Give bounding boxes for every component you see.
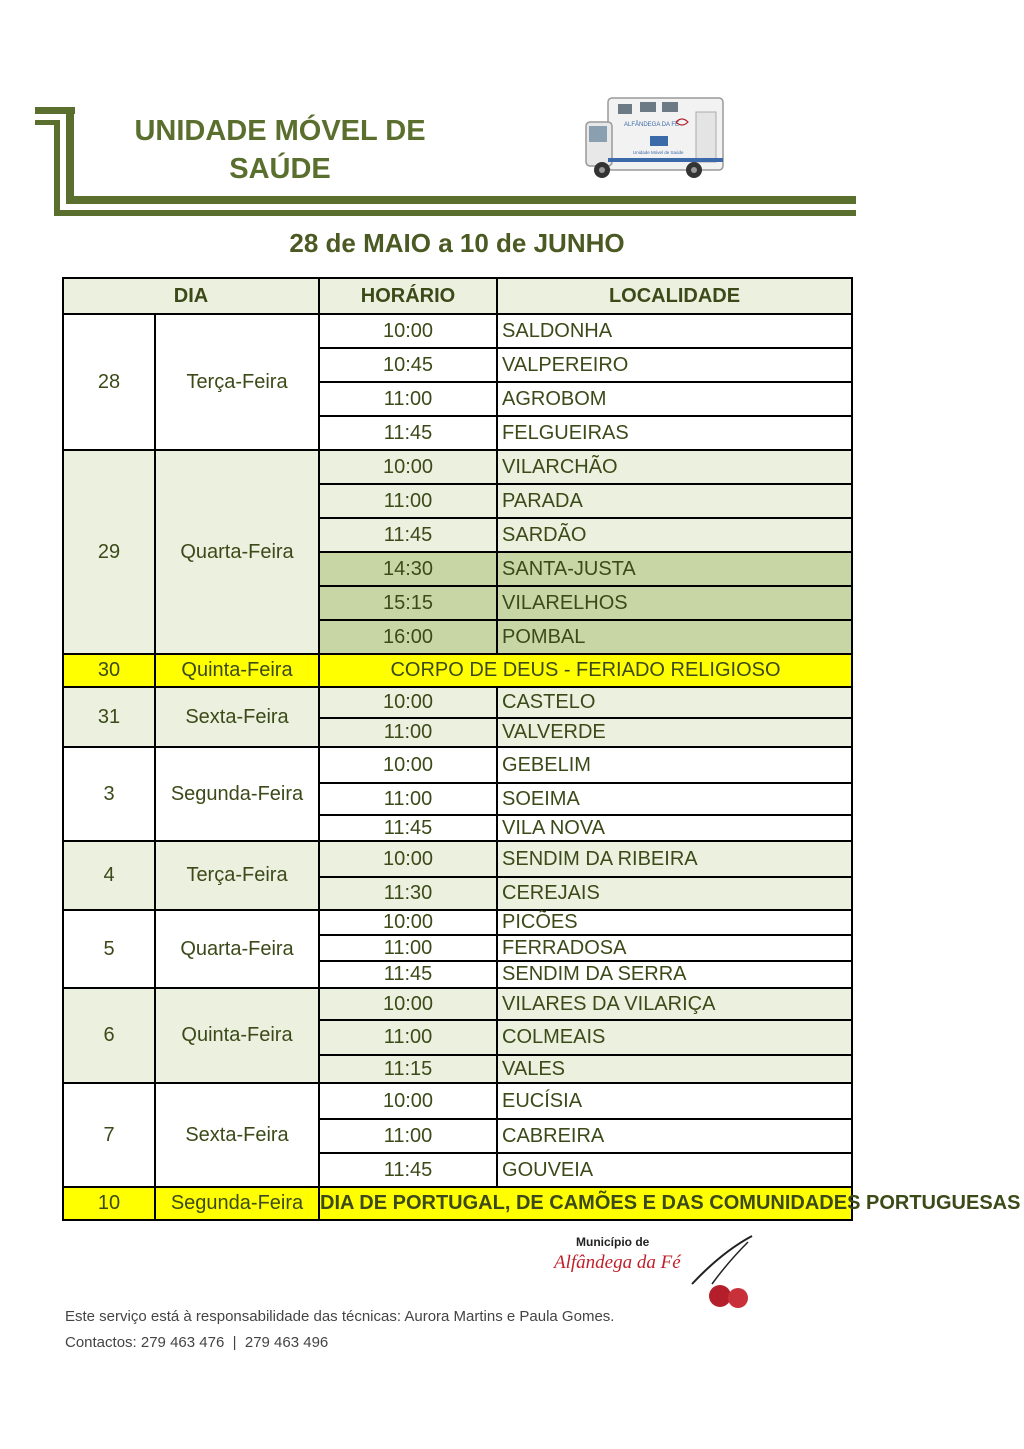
title-line-2: SAÚDE [229, 153, 331, 185]
time-cell: 10:45 [319, 348, 497, 382]
location-cell: PARADA [497, 484, 852, 518]
location-cell: VILA NOVA [497, 815, 852, 841]
time-cell: 10:00 [319, 910, 497, 935]
time-cell: 10:00 [319, 1083, 497, 1119]
location-cell: SALDONHA [497, 314, 852, 348]
day-number: 10 [63, 1187, 155, 1220]
table-row-holiday [63, 654, 852, 687]
location-cell: GEBELIM [497, 747, 852, 783]
day-number: 31 [63, 687, 155, 747]
time-cell: 11:45 [319, 416, 497, 450]
location-cell: VALES [497, 1055, 852, 1083]
holiday-note: CORPO DE DEUS - FERIADO RELIGIOSO [319, 654, 852, 687]
location-cell: SARDÃO [497, 518, 852, 552]
column-header-dia: DIA [63, 278, 319, 314]
time-cell: 11:00 [319, 382, 497, 416]
location-cell: VALVERDE [497, 718, 852, 747]
footer-contacts: Contactos: 279 463 476 | 279 463 496 [65, 1334, 329, 1351]
title-line-1: UNIDADE MÓVEL DE [134, 115, 426, 147]
time-cell: 11:00 [319, 783, 497, 815]
column-header-horario: HORÁRIO [319, 278, 497, 314]
time-cell: 14:30 [319, 552, 497, 586]
time-cell: 10:00 [319, 314, 497, 348]
time-cell: 10:00 [319, 841, 497, 877]
table-row [63, 747, 852, 783]
weekday: Segunda-Feira [155, 747, 319, 841]
footer-responsible: Este serviço está à responsabilidade das técnicas: Aurora Martins e Paula Gomes. [65, 1308, 615, 1325]
schedule-table [62, 277, 1021, 1221]
location-cell: VILARES DA VILARIÇA [497, 988, 852, 1020]
day-number: 7 [63, 1083, 155, 1187]
location-cell: SOEIMA [497, 783, 852, 815]
location-cell: SANTA-JUSTA [497, 552, 852, 586]
day-number: 4 [63, 841, 155, 910]
time-cell: 11:45 [319, 961, 497, 988]
location-cell: SENDIM DA SERRA [497, 961, 852, 988]
weekday: Sexta-Feira [155, 687, 319, 747]
location-cell: VILARELHOS [497, 586, 852, 620]
table-row [63, 988, 852, 1020]
location-cell: FELGUEIRAS [497, 416, 852, 450]
day-number: 30 [63, 654, 155, 687]
location-cell: SENDIM DA RIBEIRA [497, 841, 852, 877]
location-cell: EUCÍSIA [497, 1083, 852, 1119]
van-label: ALFÂNDEGA DA FÉ [624, 122, 680, 128]
location-cell: GOUVEIA [497, 1153, 852, 1187]
van-unit-label: Unidade Móvel de Saúde [633, 150, 684, 155]
weekday: Sexta-Feira [155, 1083, 319, 1187]
municipality-logo [552, 1232, 762, 1312]
time-cell: 10:00 [319, 747, 497, 783]
location-cell: CEREJAIS [497, 877, 852, 910]
day-number: 28 [63, 314, 155, 450]
weekday: Quinta-Feira [155, 988, 319, 1083]
column-header-localidade: LOCALIDADE [497, 278, 852, 314]
logo-line-1: Município de [576, 1235, 650, 1249]
location-cell: PICÕES [497, 910, 852, 935]
table-row [63, 450, 852, 484]
day-number: 3 [63, 747, 155, 841]
period-heading: 28 de MAIO a 10 de JUNHO [289, 228, 625, 258]
time-cell: 11:15 [319, 1055, 497, 1083]
time-cell: 11:00 [319, 1119, 497, 1153]
holiday-note: DIA DE PORTUGAL, DE CAMÕES E DAS COMUNIDADES PORTUGUESAS [319, 1187, 852, 1220]
time-cell: 11:45 [319, 518, 497, 552]
header-frame-bottom [66, 196, 856, 204]
location-cell: POMBAL [497, 620, 852, 654]
location-cell: FERRADOSA [497, 935, 852, 961]
day-number: 6 [63, 988, 155, 1083]
table-row [63, 841, 852, 877]
weekday: Quinta-Feira [155, 654, 319, 687]
time-cell: 10:00 [319, 687, 497, 718]
weekday: Terça-Feira [155, 841, 319, 910]
location-cell: CASTELO [497, 687, 852, 718]
time-cell: 10:00 [319, 988, 497, 1020]
day-number: 29 [63, 450, 155, 654]
weekday: Terça-Feira [155, 314, 319, 450]
logo-line-2: Alfândega da Fé [554, 1252, 681, 1273]
table-header-row [63, 278, 852, 314]
header-frame-bottom-inner [54, 210, 856, 216]
table-row [63, 910, 852, 935]
time-cell: 16:00 [319, 620, 497, 654]
table-row [63, 1083, 852, 1119]
weekday: Segunda-Feira [155, 1187, 319, 1220]
time-cell: 11:00 [319, 484, 497, 518]
header-frame-left [66, 107, 74, 204]
location-cell: VALPEREIRO [497, 348, 852, 382]
mobile-unit-van-image [578, 92, 728, 184]
time-cell: 10:00 [319, 450, 497, 484]
table-row [63, 314, 852, 348]
time-cell: 11:45 [319, 815, 497, 841]
time-cell: 11:45 [319, 1153, 497, 1187]
day-number: 5 [63, 910, 155, 988]
table-row [63, 687, 852, 718]
location-cell: CABREIRA [497, 1119, 852, 1153]
time-cell: 11:00 [319, 935, 497, 961]
location-cell: AGROBOM [497, 382, 852, 416]
weekday: Quarta-Feira [155, 450, 319, 654]
location-cell: VILARCHÃO [497, 450, 852, 484]
time-cell: 15:15 [319, 586, 497, 620]
weekday: Quarta-Feira [155, 910, 319, 988]
time-cell: 11:30 [319, 877, 497, 910]
header-frame-left-inner [54, 120, 60, 216]
table-row-holiday [63, 1187, 852, 1220]
location-cell: COLMEAIS [497, 1020, 852, 1055]
page-title [110, 112, 450, 188]
time-cell: 11:00 [319, 718, 497, 747]
time-cell: 11:00 [319, 1020, 497, 1055]
